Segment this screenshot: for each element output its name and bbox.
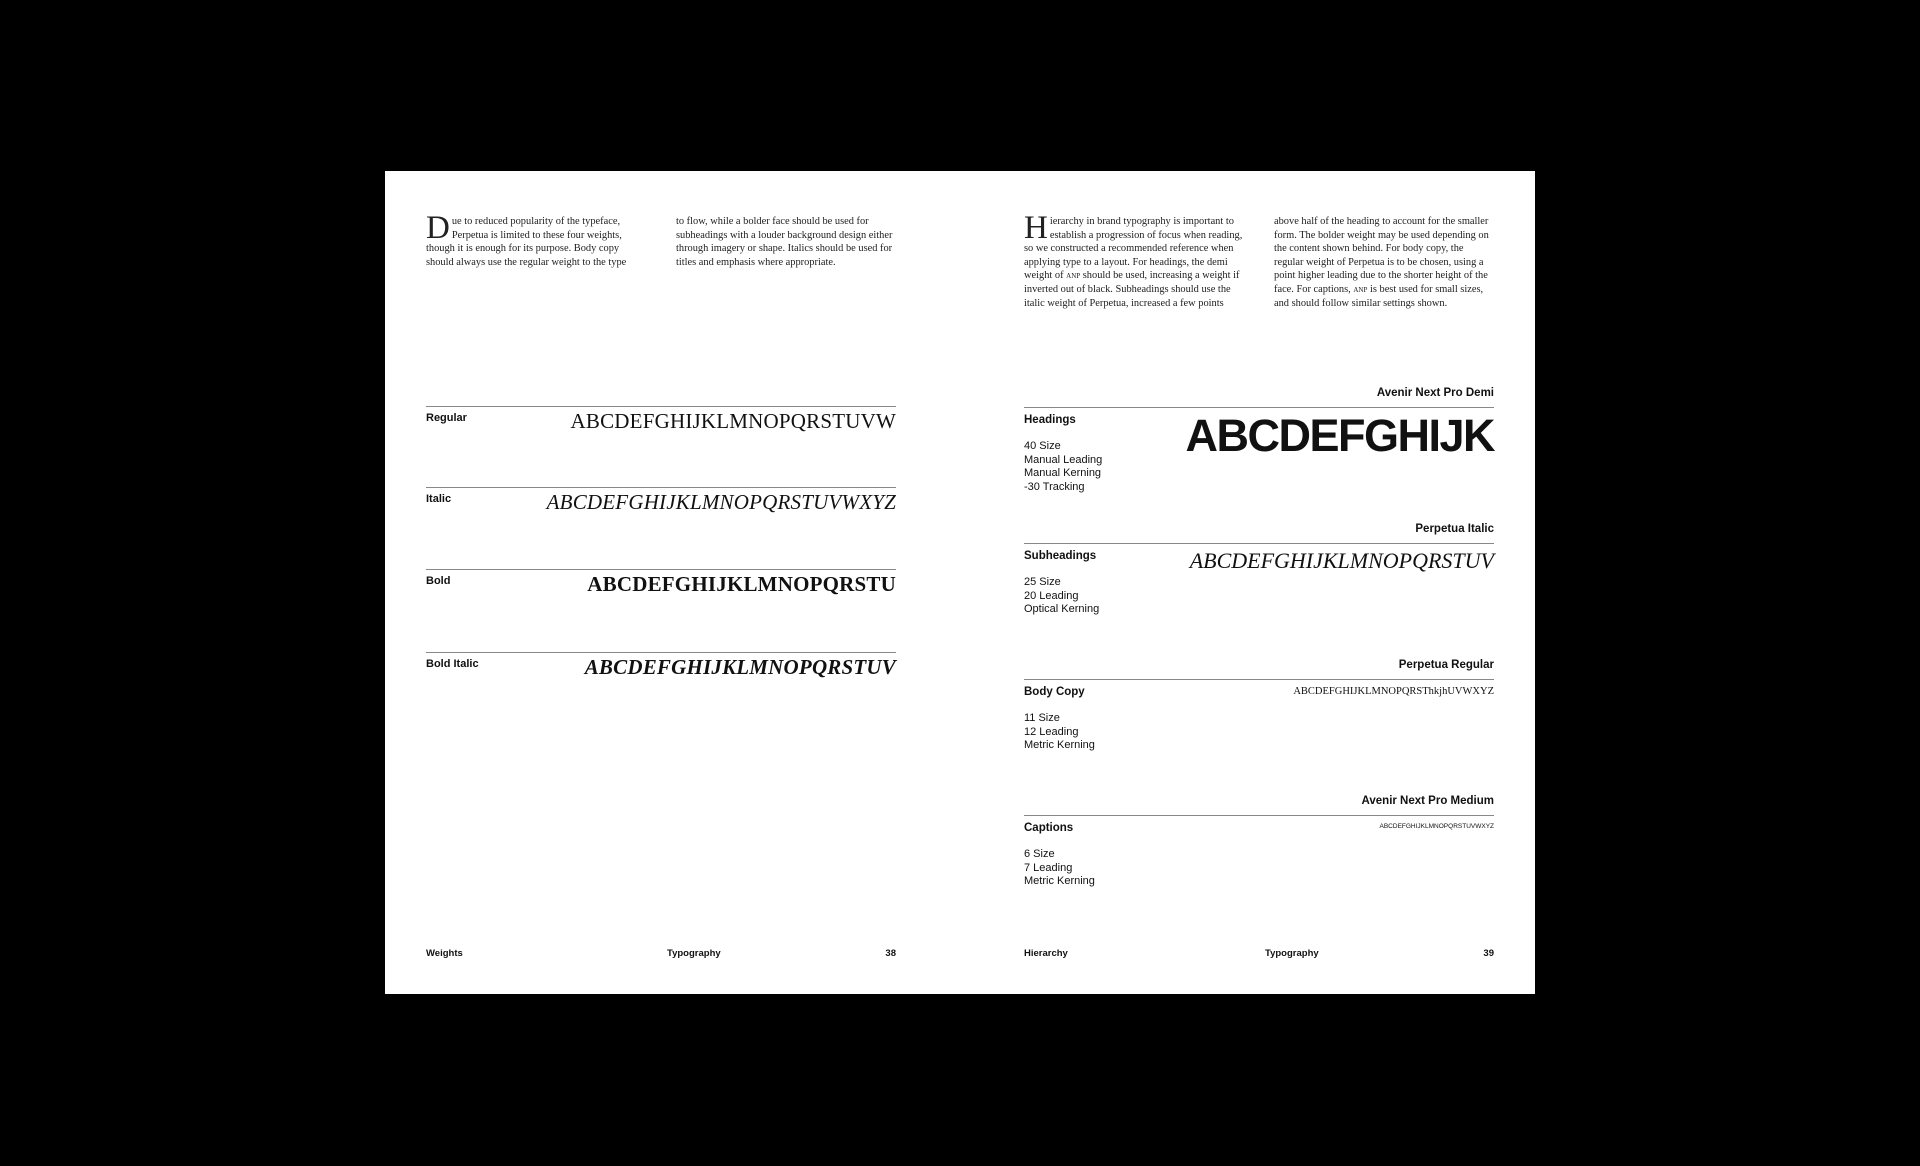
spec-line: 6 Size — [1024, 848, 1055, 860]
type-sample: ABCDEFGHIJK — [1185, 410, 1494, 461]
hierarchy-label: Captions — [1024, 822, 1074, 834]
type-specs — [1024, 848, 1095, 889]
spec-line: Manual Kerning — [1024, 467, 1102, 480]
intro-text-body: ue to reduced popularity of the typeface, Perpetua is limited to these four weights, though it is enough for its purpose. Body copy should always use the regular weight to the type — [426, 216, 627, 268]
intro-column-2 — [1274, 215, 1494, 310]
weight-row-bold — [426, 569, 896, 640]
spec-line: 11 Size — [1024, 712, 1060, 724]
divider — [1024, 815, 1494, 816]
intro-text-body: is best used for small sizes, and should follow similar settings shown. — [1274, 283, 1484, 309]
weight-label: Bold Italic — [426, 658, 479, 670]
type-specs — [1024, 712, 1095, 753]
intro-text — [1024, 210, 1494, 310]
left-page — [426, 171, 896, 994]
weight-sample: ABCDEFGHIJKLMNOPQRSTUV — [584, 655, 896, 679]
hierarchy-label: Headings — [1024, 414, 1076, 426]
type-specs — [1024, 440, 1102, 494]
weight-sample: ABCDEFGHIJKLMNOPQRSTU — [587, 572, 896, 596]
right-page — [1024, 171, 1494, 994]
spec-line: 12 Leading — [1024, 725, 1079, 738]
intro-text-body: should be used, increasing a weight if inverted out of black. Subheadings should use the italic weight of Perpetua, increased a few points — [1024, 270, 1240, 309]
small-caps-abbr: anp — [1066, 270, 1081, 282]
type-sample: ABCDEFGHIJKLMNOPQRSTUVWXYZ — [1379, 823, 1494, 830]
intro-column-1 — [426, 210, 646, 269]
intro-text-body: ierarchy in brand typography is important to establish a progression of focus when reading, so we constructed a recommended reference when applying type to a layout. For headings, the demi weight of — [1024, 216, 1243, 282]
weight-sample: ABCDEFGHIJKLMNOPQRSTUVWXYZ — [546, 490, 896, 514]
spec-line: 20 Leading — [1024, 589, 1079, 602]
weight-row-italic — [426, 487, 896, 558]
divider — [1024, 679, 1494, 680]
type-sample: ABCDEFGHIJKLMNOPQRSTUV — [1189, 548, 1494, 573]
spec-line: 25 Size — [1024, 576, 1061, 588]
spec-line: Metric Kerning — [1024, 739, 1095, 752]
page-number: 38 — [885, 948, 896, 959]
spec-line: Optical Kerning — [1024, 603, 1100, 616]
spec-line: 40 Size — [1024, 440, 1061, 452]
type-specs — [1024, 576, 1099, 617]
page-footer — [1024, 948, 1494, 962]
font-name: Perpetua Italic — [1415, 523, 1494, 535]
intro-column-2: to flow, while a bolder face should be used for subheadings with a louder background design either through imagery or shape. Italics should be used for titles and emphasis where appropriate. — [676, 216, 893, 268]
font-name: Perpetua Regular — [1398, 659, 1494, 671]
weight-label: Regular — [426, 412, 467, 424]
footer-chapter: Typography — [1265, 948, 1319, 959]
drop-cap: H — [1024, 210, 1048, 246]
book-spread — [385, 171, 1535, 994]
weight-row-bold-italic — [426, 652, 896, 723]
intro-text — [426, 210, 896, 269]
spec-line: 7 Leading — [1024, 861, 1073, 874]
footer-chapter: Typography — [667, 948, 721, 959]
intro-column-1 — [1024, 210, 1244, 310]
page-number: 39 — [1483, 948, 1494, 959]
footer-section: Weights — [426, 948, 463, 959]
weight-row-regular — [426, 406, 896, 477]
weight-sample: ABCDEFGHIJKLMNOPQRSTUVW — [570, 409, 896, 433]
page-footer — [426, 948, 896, 962]
spec-line: -30 Tracking — [1024, 480, 1085, 493]
footer-section: Hierarchy — [1024, 948, 1068, 959]
font-name: Avenir Next Pro Medium — [1361, 795, 1494, 807]
small-caps-abbr: anp — [1353, 283, 1368, 295]
drop-cap: D — [426, 210, 450, 246]
spec-line: Manual Leading — [1024, 453, 1103, 466]
spec-line: Metric Kerning — [1024, 875, 1095, 888]
type-sample: ABCDEFGHIJKLMNOPQRSThkjhUVWXYZ — [1293, 686, 1494, 697]
hierarchy-label: Subheadings — [1024, 550, 1097, 562]
divider — [1024, 407, 1494, 408]
weight-label: Italic — [426, 493, 452, 505]
divider — [1024, 543, 1494, 544]
hierarchy-label: Body Copy — [1024, 686, 1085, 698]
intro-text-body: above half of the heading to account for the smaller form. The bolder weight may be used depending on the content shown behind. For body copy, the regular weight of Perpetua is to be chosen, using a point higher leading due to the shorter height of the face. For captions, — [1274, 216, 1489, 295]
font-name: Avenir Next Pro Demi — [1376, 387, 1494, 399]
weight-label: Bold — [426, 575, 451, 587]
